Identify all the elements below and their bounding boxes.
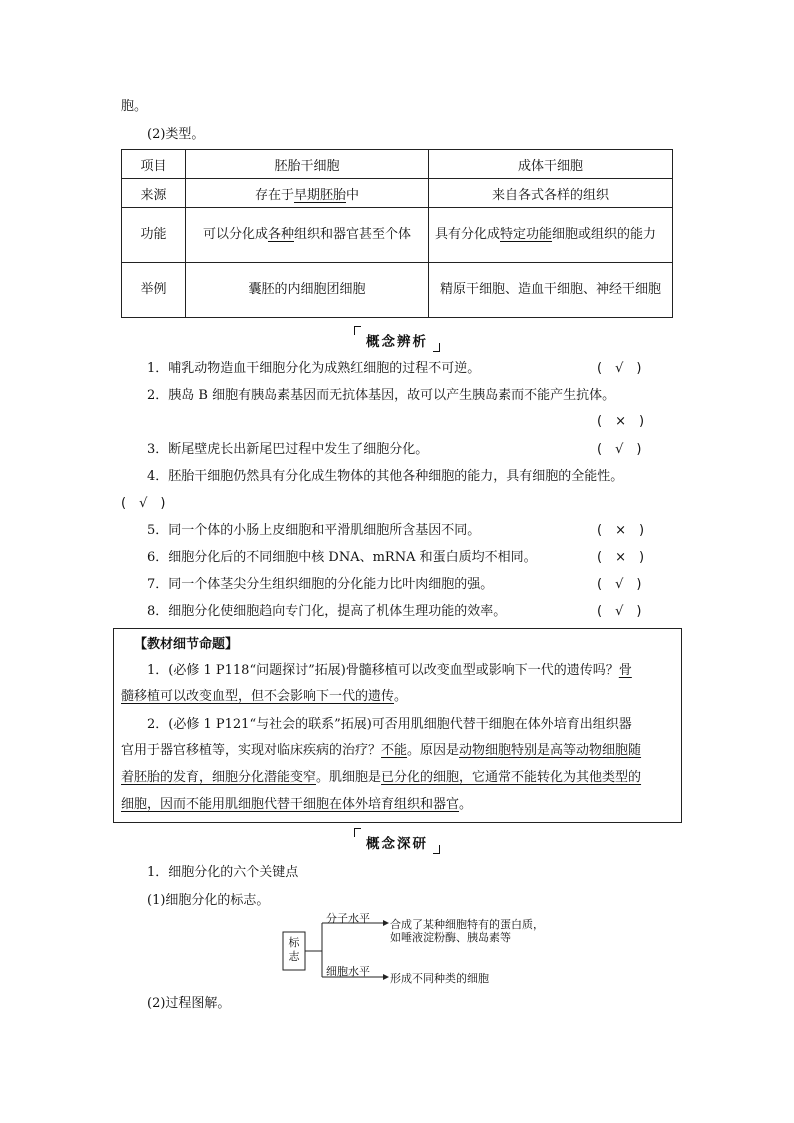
question-2-line-4: 细胞，因而不能用肌细胞代替干细胞在体外培育组织和器官。 <box>121 797 473 812</box>
underlined-answer: 已分化的细胞，它通常不能转化为其他类型的 <box>381 770 642 785</box>
judgment-mark: ( √ ) <box>597 361 642 376</box>
key-points-heading: 1．细胞分化的六个关键点 <box>147 865 299 880</box>
diagram-root-label: 标志 <box>288 936 300 963</box>
judgment-mark: ( × ) <box>597 550 645 565</box>
judgment-item-2: 2．胰岛 B 细胞有胰岛素基因而无抗体基因，故可以产生胰岛素而不能产生抗体。 <box>147 388 616 403</box>
table-row <box>122 208 673 263</box>
differentiation-markers-diagram <box>282 910 544 988</box>
question-2-line-1: 2．(必修 1 P121“与社会的联系”拓展)可否用肌细胞代替干细胞在体外培育出组织器 <box>147 717 632 732</box>
box-title: 【教材细节命题】 <box>134 637 239 652</box>
table-row <box>122 179 673 208</box>
underlined-answer: 细胞，因而不能用肌细胞代替干细胞在体外培育组织和器官 <box>121 797 460 812</box>
diagram-branch-molecular: 分子水平 <box>326 912 370 925</box>
judgment-mark: ( √ ) <box>597 604 642 619</box>
question-1-line-2: 髓移植可以改变血型，但不会影响下一代的遗传。 <box>121 689 408 704</box>
question-1-line-1: 1．(必修 1 P118“问题探讨”拓展)骨髓移植可以改变血型或影响下一代的遗传吗？骨 <box>147 663 632 678</box>
diagram-result-molecular-2: 如唾液淀粉酶、胰岛素等 <box>390 931 511 944</box>
section-banner-concept-study: 概念深研 <box>0 828 794 852</box>
diagram-branch-cellular: 细胞水平 <box>326 965 370 978</box>
underlined-answer: 髓移植可以改变血型，但不会影响下一代的遗传 <box>121 689 395 704</box>
subheading-process: (2)过程图解。 <box>147 996 231 1011</box>
judgment-item-8: 8．细胞分化使细胞趋向专门化，提高了机体生理功能的效率。 <box>147 604 507 619</box>
judgment-mark: ( × ) <box>597 523 645 538</box>
table-cell: 来自各式各样的组织 <box>429 179 673 208</box>
table-row <box>122 263 673 318</box>
table-cell: 存在于早期胚胎中 <box>186 179 429 208</box>
diagram-result-cellular: 形成不同种类的细胞 <box>390 972 489 985</box>
question-2-line-3: 着胚胎的发育，细胞分化潜能变窄。肌细胞是已分化的细胞，它通常不能转化为其他类型的 <box>121 770 642 785</box>
judgment-mark: ( × ) <box>597 414 645 429</box>
subheading-markers: (1)细胞分化的标志。 <box>147 893 270 908</box>
underlined-answer: 动物细胞特别是高等动物细胞随 <box>459 743 642 758</box>
section-banner-concept-analysis: 概念辨析 <box>0 326 794 350</box>
underlined-answer: 着胚胎的发育，细胞分化潜能变窄 <box>121 770 317 785</box>
row-label: 来源 <box>122 179 186 208</box>
row-label: 举例 <box>122 263 186 318</box>
paragraph-continuation: 胞。 <box>121 99 148 114</box>
table-cell: 可以分化成各种组织和器官甚至个体 <box>186 208 429 263</box>
table-cell: 囊胚的内细胞团细胞 <box>186 263 429 318</box>
judgment-item-3: 3．断尾壁虎长出新尾巴过程中发生了细胞分化。 <box>147 442 429 457</box>
table-header-cell: 胚胎干细胞 <box>186 150 429 179</box>
types-heading: (2)类型。 <box>147 127 205 142</box>
judgment-item-7: 7．同一个体茎尖分生组织细胞的分化能力比叶肉细胞的强。 <box>147 577 494 592</box>
judgment-item-5: 5．同一个体的小肠上皮细胞和平滑肌细胞所含基因不同。 <box>147 523 481 538</box>
row-label: 功能 <box>122 208 186 263</box>
underlined-answer: 各种 <box>267 227 294 242</box>
table-cell: 精原干细胞、造血干细胞、神经干细胞 <box>429 263 673 318</box>
table-header-cell: 成体干细胞 <box>429 150 673 179</box>
table-header-row <box>122 150 673 179</box>
judgment-mark: ( √ ) <box>121 496 166 511</box>
judgment-item-1: 1．哺乳动物造血干细胞分化为成熟红细胞的过程不可逆。 <box>147 361 481 376</box>
diagram-result-molecular-1: 合成了某种细胞特有的蛋白质， <box>390 918 544 931</box>
table-cell: 具有分化成特定功能细胞或组织的能力 <box>429 208 673 263</box>
judgment-mark: ( √ ) <box>597 442 642 457</box>
question-2-line-2: 官用于器官移植等，实现对临床疾病的治疗？不能。原因是动物细胞特别是高等动物细胞随 <box>121 743 642 758</box>
judgment-item-6: 6．细胞分化后的不同细胞中核 DNA、mRNA 和蛋白质均不相同。 <box>147 550 537 565</box>
table-header-cell: 项目 <box>122 150 186 179</box>
underlined-answer: 不能 <box>381 743 408 758</box>
stem-cell-types-table <box>121 149 673 318</box>
textbook-detail-box <box>113 628 682 823</box>
underlined-answer: 早期胚胎 <box>293 187 346 203</box>
judgment-mark: ( √ ) <box>597 577 642 592</box>
underlined-answer: 特定功能 <box>500 227 553 242</box>
judgment-item-4: 4．胚胎干细胞仍然具有分化成生物体的其他各种细胞的能力，具有细胞的全能性。 <box>147 469 624 484</box>
